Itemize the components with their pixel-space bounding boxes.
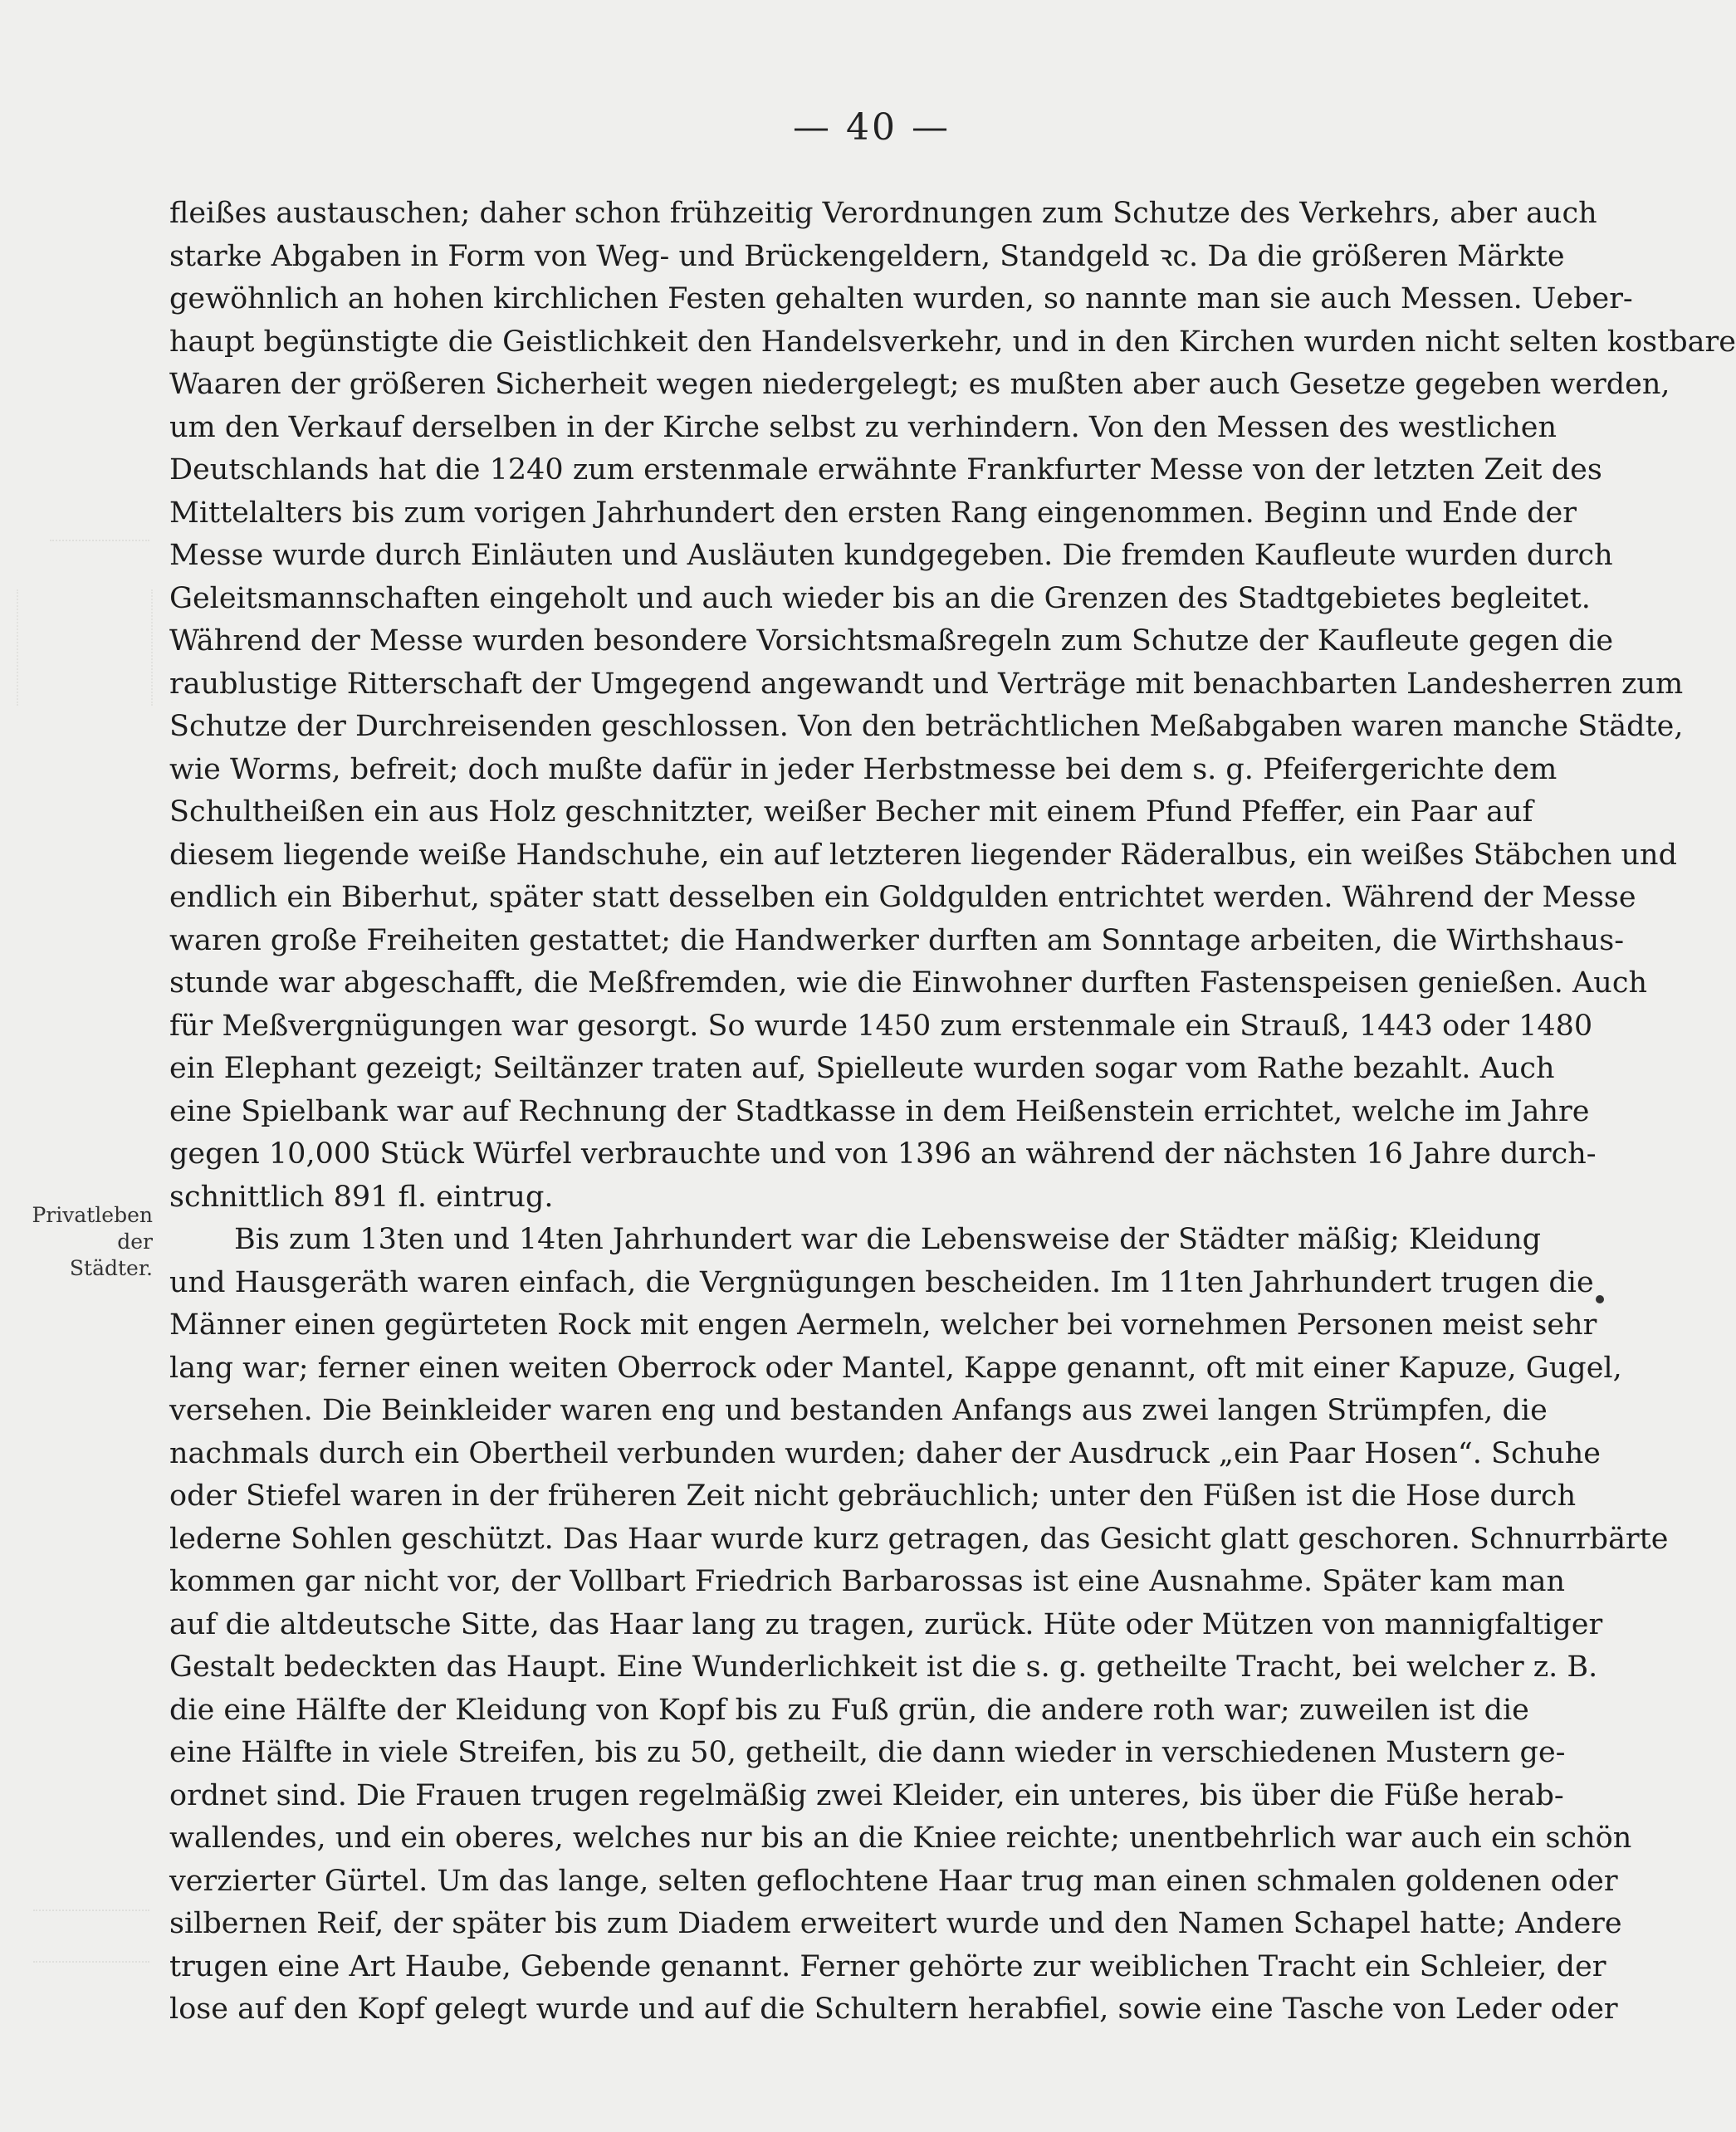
bleed-through-mark (17, 589, 153, 706)
text-line: Männer einen gegürteten Rock mit engen Aermeln, welcher bei vornehmen Personen meist sehr (169, 1308, 1597, 1342)
text-line: auf die altdeutsche Sitte, das Haar lang zu tragen, zurück. Hüte oder Mützen von mannigfaltiger (169, 1607, 1603, 1641)
text-line: eine Hälfte in viele Streifen, bis zu 50, getheilt, die dann wieder in verschiedenen Mustern ge- (169, 1736, 1566, 1769)
text-line: verzierter Gürtel. Um das lange, selten geflochtene Haar trug man einen schmalen goldenen oder (169, 1864, 1618, 1898)
text-line: Schutze der Durchreisenden geschlossen. Von den beträchtlichen Meßabgaben waren manche Städte, (169, 710, 1684, 743)
marginal-note-line: der Städter. (69, 1230, 153, 1280)
bleed-through-mark (50, 540, 149, 560)
text-line: wie Worms, befreit; doch mußte dafür in jeder Herbstmesse bei dem s. g. Pfeifergerichte dem (169, 752, 1558, 786)
text-line: stunde war abgeschafft, die Meßfremden, wie die Einwohner durften Fastenspeisen genießen. Auch (169, 966, 1647, 1000)
text-line: wallendes, und ein oberes, welches nur bis an die Kniee reichte; unentbehrlich war auch ein schön (169, 1821, 1632, 1855)
text-line: waren große Freiheiten gestattet; die Handwerker durften am Sonntage arbeiten, die Wirthshaus- (169, 923, 1625, 957)
text-line: versehen. Die Beinkleider waren eng und bestanden Anfangs aus zwei langen Strümpfen, die (169, 1394, 1548, 1427)
text-line: Gestalt bedeckten das Haupt. Eine Wunderlichkeit ist die s. g. getheilte Tracht, bei welcher z. B. (169, 1650, 1598, 1684)
text-line: ein Elephant gezeigt; Seiltänzer traten auf, Spielleute wurden sogar vom Rathe bezahlt. Auch (169, 1052, 1555, 1085)
text-line: Während der Messe wurden besondere Vorsichtsmaßregeln zum Schutze der Kaufleute gegen die (169, 624, 1614, 658)
text-line: gegen 10,000 Stück Würfel verbrauchte und von 1396 an während der nächsten 16 Jahre durch- (169, 1137, 1597, 1171)
ink-speck (1596, 1295, 1604, 1303)
text-line: Schultheißen ein aus Holz geschnitzter, weißer Becher mit einem Pfund Pfeffer, ein Paar auf (169, 795, 1533, 829)
text-line: lose auf den Kopf gelegt wurde und auf die Schultern herabfiel, sowie eine Tasche von Leder oder (169, 1993, 1618, 2026)
page-number: — 40 — (793, 106, 951, 149)
text-line: Waaren der größeren Sicherheit wegen niedergelegt; es mußten aber auch Gesetze gegeben werden, (169, 368, 1670, 401)
text-line: nachmals durch ein Obertheil verbunden wurden; daher der Ausdruck „ein Paar Hosen“. Schuhe (169, 1436, 1601, 1470)
text-line: trugen eine Art Haube, Gebende genannt. Ferner gehörte zur weiblichen Tracht ein Schleier, der (169, 1949, 1606, 1983)
marginal-note (28, 1202, 153, 1282)
text-line: lang war; ferner einen weiten Oberrock oder Mantel, Kappe genannt, oft mit einer Kapuze, Gugel, (169, 1351, 1622, 1385)
text-line: gewöhnlich an hohen kirchlichen Festen gehalten wurden, so nannte man sie auch Messen. Ueber- (169, 282, 1633, 315)
text-line: schnittlich 891 fl. eintrug. (169, 1180, 554, 1214)
text-line: Deutschlands hat die 1240 zum erstenmale erwähnte Frankfurter Messe von der letzten Zeit des (169, 453, 1602, 487)
text-line: endlich ein Biberhut, später statt desselben ein Goldgulden entrichtet werden. Während der Messe (169, 881, 1636, 914)
text-line: raublustige Ritterschaft der Umgegend angewandt und Verträge mit benachbarten Landesherren zum (169, 667, 1684, 701)
text-line: die eine Hälfte der Kleidung von Kopf bis zu Fuß grün, die andere roth war; zuweilen ist die (169, 1693, 1529, 1727)
text-line: eine Spielbank war auf Rechnung der Stadtkasse in dem Heißenstein errichtet, welche im Jahre (169, 1094, 1590, 1128)
text-line: um den Verkauf derselben in der Kirche selbst zu verhindern. Von den Messen des westlichen (169, 410, 1558, 444)
text-line: und Hausgeräth waren einfach, die Vergnügungen bescheiden. Im 11ten Jahrhundert trugen die (169, 1265, 1594, 1299)
text-line: Mittelalters bis zum vorigen Jahrhundert den ersten Rang eingenommen. Beginn und Ende der (169, 496, 1577, 530)
text-line: oder Stiefel waren in der früheren Zeit nicht gebräuchlich; unter den Füßen ist die Hose durch (169, 1479, 1577, 1513)
text-line: fleißes austauschen; daher schon frühzeitig Verordnungen zum Schutze des Verkehrs, aber auch (169, 197, 1597, 230)
text-line: silbernen Reif, der später bis zum Diadem erweitert wurde und den Namen Schapel hatte; Andere (169, 1907, 1622, 1940)
marginal-note-line: Privatleben (32, 1203, 153, 1227)
bleed-through-mark (33, 1910, 149, 1963)
text-line: lederne Sohlen geschützt. Das Haar wurde kurz getragen, das Gesicht glatt geschoren. Schnurrbärte (169, 1522, 1669, 1556)
text-line: Messe wurde durch Einläuten und Ausläuten kundgegeben. Die fremden Kaufleute wurden durch (169, 539, 1613, 572)
text-line: Geleitsmannschaften eingeholt und auch wieder bis an die Grenzen des Stadtgebietes begleitet. (169, 581, 1591, 615)
body-text (169, 193, 1736, 2032)
text-line: diesem liegende weiße Handschuhe, ein auf letzteren liegender Räderalbus, ein weißes Stäbchen und (169, 838, 1678, 872)
text-line: ordnet sind. Die Frauen trugen regelmäßig zwei Kleider, ein unteres, bis über die Füße herab- (169, 1778, 1564, 1812)
text-line: starke Abgaben in Form von Weg- und Brückengeldern, Standgeld ꝛc. Da die größeren Märkte (169, 239, 1565, 273)
text-line: kommen gar nicht vor, der Vollbart Friedrich Barbarossas ist eine Ausnahme. Später kam man (169, 1565, 1566, 1598)
text-line: haupt begünstigte die Geistlichkeit den Handelsverkehr, und in den Kirchen wurden nicht selten kostbare (169, 325, 1736, 359)
text-line: für Meßvergnügungen war gesorgt. So wurde 1450 zum erstenmale ein Strauß, 1443 oder 1480 (169, 1009, 1593, 1043)
paragraph-start-line: Bis zum 13ten und 14ten Jahrhundert war die Lebensweise der Städter mäßig; Kleidung (234, 1223, 1542, 1256)
